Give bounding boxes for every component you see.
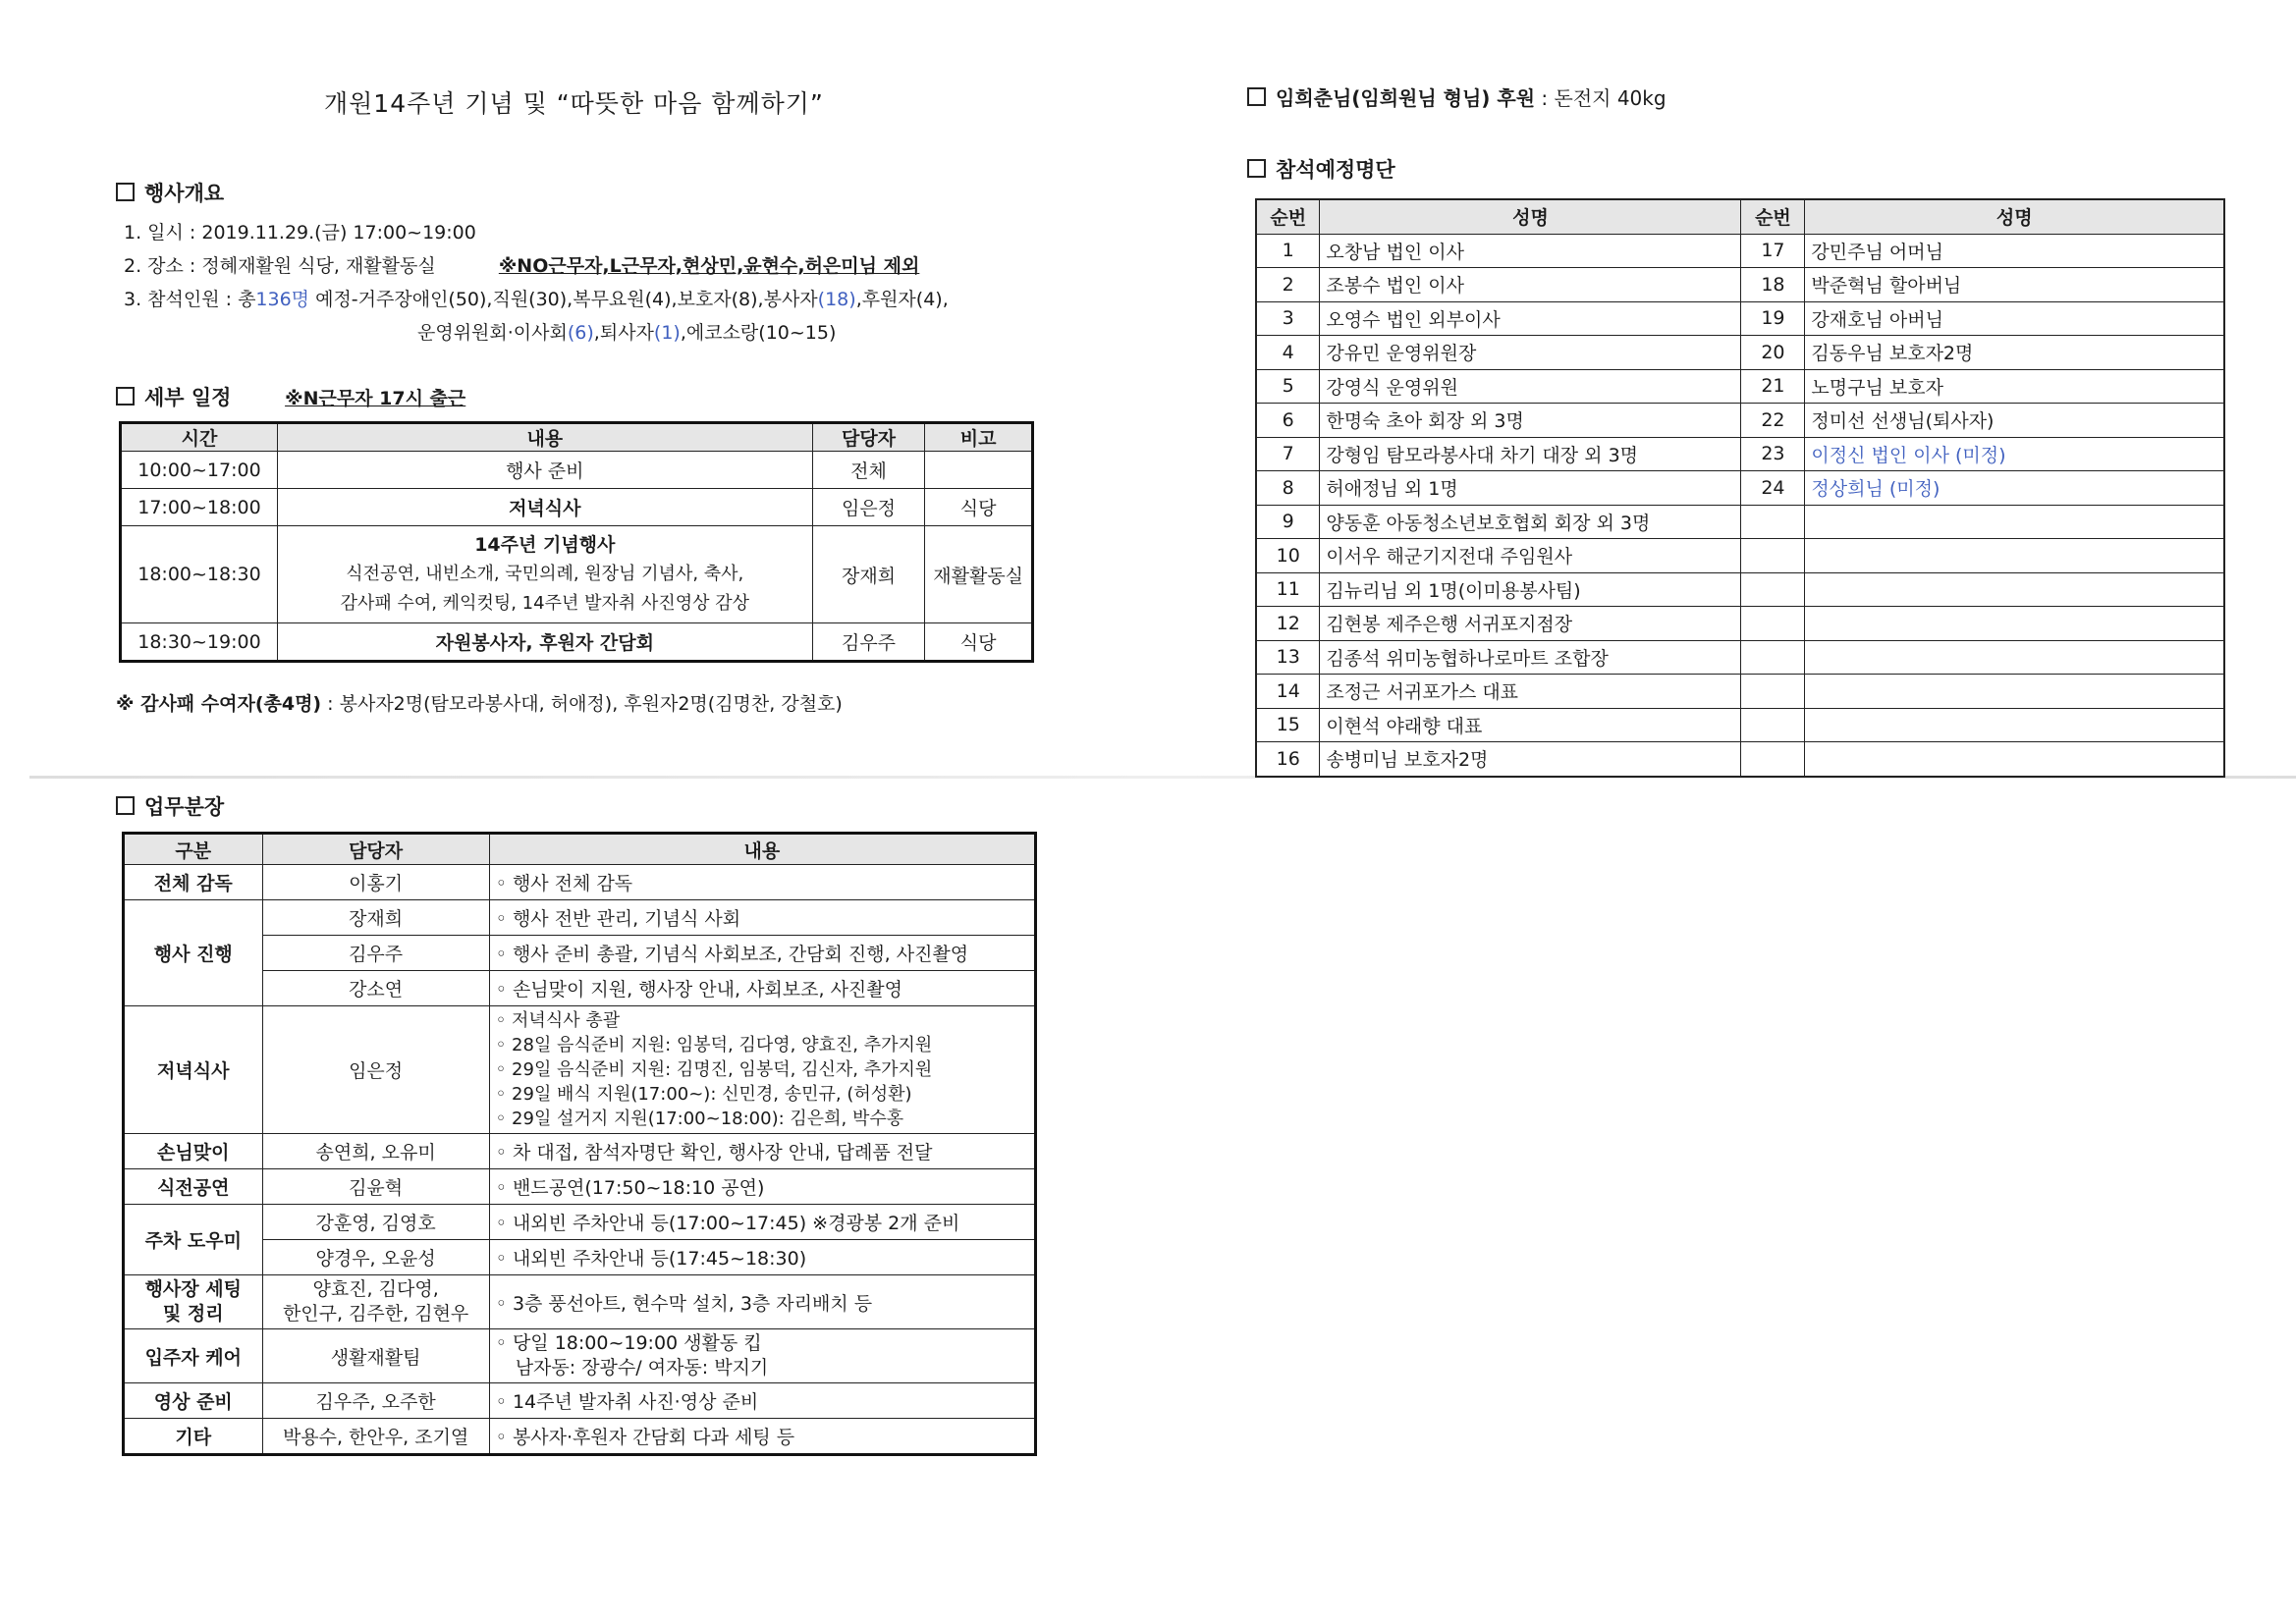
duty-category-line: 행사장 세팅 xyxy=(144,1278,242,1300)
duty-content: ◦ 차 대접, 참석자명단 확인, 행사장 안내, 답례품 전달 xyxy=(489,1134,1035,1169)
col-header-category: 구분 xyxy=(124,834,263,865)
table-row xyxy=(124,1205,1036,1240)
attendance-label: 3. 참석인원 : 총 xyxy=(124,289,256,310)
schedule-owner: 김우주 xyxy=(812,623,925,662)
attendee-name xyxy=(1805,640,2224,675)
overview-date: 1. 일시 : 2019.11.29.(금) 17:00~19:00 xyxy=(124,222,476,243)
duty-owner: 박용수, 한안우, 조기열 xyxy=(262,1419,489,1455)
attendee-name: 김동우님 보호자2명 xyxy=(1805,336,2224,370)
schedule-content-title: 14주년 기념행사 xyxy=(474,534,616,556)
attendee-name: 조봉수 법인 이사 xyxy=(1320,268,1741,302)
attendee-name xyxy=(1805,505,2224,539)
duty-content: ◦ 14주년 발자취 사진·영상 준비 xyxy=(489,1383,1035,1419)
duty-owner-line: 양효진, 김다영, xyxy=(312,1278,439,1300)
attendee-no: 12 xyxy=(1256,607,1320,641)
attendee-no: 5 xyxy=(1256,369,1320,404)
attendee-no: 24 xyxy=(1741,471,1805,506)
duty-category: 행사 진행 xyxy=(124,900,263,1006)
table-row xyxy=(1256,607,2224,641)
table-row xyxy=(1256,675,2224,709)
table-row xyxy=(1256,336,2224,370)
attendee-no: 20 xyxy=(1741,336,1805,370)
duty-content: ◦ 밴드공연(17:50~18:10 공연) xyxy=(489,1169,1035,1205)
award-label: ※ 감사패 수여자(총4명) xyxy=(116,693,322,715)
attendee-name: 김종석 위미농협하나로마트 조합장 xyxy=(1320,640,1741,675)
duty-category: 기타 xyxy=(124,1419,263,1455)
table-row xyxy=(124,1383,1036,1419)
attendance-board-label: 운영위원회·이사회 xyxy=(417,322,568,344)
duty-category: 저녁식사 xyxy=(124,1006,263,1134)
attendee-no: 23 xyxy=(1741,437,1805,471)
attendees-heading-text: 참석예정명단 xyxy=(1276,158,1395,182)
attendee-name: 조정근 서귀포가스 대표 xyxy=(1320,675,1741,709)
table-row xyxy=(1256,742,2224,777)
sponsor-text: : 돈전지 40kg xyxy=(1535,86,1667,110)
table-row xyxy=(1256,301,2224,336)
duty-content: ◦ 행사 전반 관리, 기념식 사회 xyxy=(489,900,1035,936)
duty-owner-line: 한인구, 김주한, 김현우 xyxy=(282,1303,469,1325)
schedule-memo: 재활활동실 xyxy=(925,526,1033,623)
attendee-no: 2 xyxy=(1256,268,1320,302)
duty-owner: 강훈영, 김영호 xyxy=(262,1205,489,1240)
attendee-no: 1 xyxy=(1256,234,1320,268)
schedule-heading-text: 세부 일정 xyxy=(144,386,232,409)
schedule-content: 행사 준비 xyxy=(277,452,812,489)
duty-line: ◦ 29일 배식 지원(17:00~): 신민경, 송민규, (허성환) xyxy=(495,1084,912,1105)
col-header-no: 순번 xyxy=(1741,199,1805,234)
duty-content xyxy=(489,1329,1035,1383)
duty-owner: 송연희, 오유미 xyxy=(262,1134,489,1169)
col-header-owner: 담당자 xyxy=(262,834,489,865)
duty-line: ◦ 28일 음식준비 지원: 임봉덕, 김다영, 양효진, 추가지원 xyxy=(495,1035,933,1055)
checkbox-icon xyxy=(116,183,135,201)
overview-place-text: 2. 장소 : 정혜재활원 식당, 재활활동실 xyxy=(124,255,436,277)
attendee-no: 8 xyxy=(1256,471,1320,506)
table-header-row xyxy=(121,423,1033,452)
attendee-no: 11 xyxy=(1256,572,1320,607)
table-row xyxy=(1256,471,2224,506)
duty-line: 남자동: 장광수/ 여자동: 박지기 xyxy=(515,1357,769,1379)
attendee-no xyxy=(1741,505,1805,539)
duty-owner: 김윤혁 xyxy=(262,1169,489,1205)
attendee-no xyxy=(1741,572,1805,607)
duty-category: 영상 준비 xyxy=(124,1383,263,1419)
attendee-name: 허애정님 외 1명 xyxy=(1320,471,1741,506)
schedule-content: 자원봉사자, 후원자 간담회 xyxy=(277,623,812,662)
attendee-no xyxy=(1741,742,1805,777)
duty-owner: 장재희 xyxy=(262,900,489,936)
duty-category-line: 및 정리 xyxy=(162,1303,224,1325)
attendees-heading xyxy=(1247,154,1395,184)
attendee-name: 강재호님 아버님 xyxy=(1805,301,2224,336)
schedule-owner: 장재희 xyxy=(812,526,925,623)
attendee-name: 강민주님 어머님 xyxy=(1805,234,2224,268)
attendee-no: 16 xyxy=(1256,742,1320,777)
attendance-retired: (1) xyxy=(653,322,681,344)
col-header-owner: 담당자 xyxy=(812,423,925,452)
attendee-name: 노명구님 보호자 xyxy=(1805,369,2224,404)
schedule-time: 18:00~18:30 xyxy=(121,526,278,623)
duty-line: ◦ 29일 설거지 지원(17:00~18:00): 김은희, 박수홍 xyxy=(495,1109,904,1129)
attendance-total: 136명 xyxy=(255,289,310,310)
duty-content: ◦ 행사 전체 감독 xyxy=(489,865,1035,900)
table-row xyxy=(1256,640,2224,675)
table-row xyxy=(124,1275,1036,1329)
table-row xyxy=(1256,234,2224,268)
overview-heading xyxy=(116,178,224,207)
sponsor-line xyxy=(1247,82,1667,111)
attendee-no: 17 xyxy=(1741,234,1805,268)
attendee-name: 양동훈 아동청소년보호협회 회장 외 3명 xyxy=(1320,505,1741,539)
attendee-name: 이현석 야래향 대표 xyxy=(1320,708,1741,742)
table-row xyxy=(121,526,1033,623)
col-header-name: 성명 xyxy=(1320,199,1741,234)
schedule-memo: 식당 xyxy=(925,623,1033,662)
table-row xyxy=(121,623,1033,662)
schedule-memo xyxy=(925,452,1033,489)
table-row xyxy=(1256,539,2224,573)
attendee-no: 6 xyxy=(1256,404,1320,438)
duty-content: ◦ 행사 준비 총괄, 기념식 사회보조, 간담회 진행, 사진촬영 xyxy=(489,936,1035,971)
table-header-row xyxy=(1256,199,2224,234)
attendee-no: 15 xyxy=(1256,708,1320,742)
attendee-name: 정상희님 (미정) xyxy=(1805,471,2224,506)
duty-line: ◦ 저녁식사 총괄 xyxy=(495,1010,621,1031)
table-row xyxy=(1256,268,2224,302)
overview-place-note: ※NO근무자,L근무자,현상민,윤현수,허은미님 제외 xyxy=(498,255,920,277)
table-row xyxy=(1256,708,2224,742)
table-row xyxy=(124,1169,1036,1205)
schedule-time: 17:00~18:00 xyxy=(121,489,278,526)
table-row xyxy=(1256,369,2224,404)
attendee-no: 10 xyxy=(1256,539,1320,573)
attendee-no: 19 xyxy=(1741,301,1805,336)
attendee-no xyxy=(1741,539,1805,573)
duty-owner: 생활재활팀 xyxy=(262,1329,489,1383)
duty-line: ◦ 29일 음식준비 지원: 김명진, 임봉덕, 김신자, 추가지원 xyxy=(495,1059,933,1080)
attendee-no xyxy=(1741,675,1805,709)
schedule-content-sub: 식전공연, 내빈소개, 국민의례, 원장님 기념사, 축사, xyxy=(346,564,744,584)
duty-line: ◦ 당일 18:00~19:00 생활동 킵 xyxy=(495,1332,762,1354)
schedule-content xyxy=(277,526,812,623)
attendee-name: 김뉴리님 외 1명(이미용봉사팀) xyxy=(1320,572,1741,607)
award-note xyxy=(116,689,843,716)
attendee-no: 9 xyxy=(1256,505,1320,539)
table-row xyxy=(124,1419,1036,1455)
duty-content: ◦ 내외빈 주차안내 등(17:45~18:30) xyxy=(489,1240,1035,1275)
schedule-content-sub: 감사패 수여, 케익컷팅, 14주년 발자취 사진영상 감상 xyxy=(340,593,750,614)
attendee-name: 오창남 법인 이사 xyxy=(1320,234,1741,268)
attendee-no xyxy=(1741,607,1805,641)
table-row xyxy=(121,452,1033,489)
attendance-breakdown: 예정-거주장애인(50),직원(30),복무요원(4),보호자(8),봉사자 xyxy=(309,289,818,310)
duty-category: 전체 감독 xyxy=(124,865,263,900)
attendee-name: 한명숙 초아 회장 외 3명 xyxy=(1320,404,1741,438)
checkbox-icon xyxy=(1247,87,1266,106)
attendee-no xyxy=(1741,640,1805,675)
checkbox-icon xyxy=(116,796,135,815)
schedule-time: 10:00~17:00 xyxy=(121,452,278,489)
attendee-name xyxy=(1805,572,2224,607)
attendee-no: 4 xyxy=(1256,336,1320,370)
attendee-name xyxy=(1805,539,2224,573)
schedule-time: 18:30~19:00 xyxy=(121,623,278,662)
schedule-table xyxy=(119,421,1034,663)
attendee-no: 7 xyxy=(1256,437,1320,471)
col-header-content: 내용 xyxy=(489,834,1035,865)
duties-heading-text: 업무분장 xyxy=(144,795,225,819)
table-row xyxy=(124,865,1036,900)
attendee-name: 송병미님 보호자2명 xyxy=(1320,742,1741,777)
table-row xyxy=(121,489,1033,526)
attendee-name: 강유민 운영위원장 xyxy=(1320,336,1741,370)
attendee-name: 김현봉 제주은행 서귀포지점장 xyxy=(1320,607,1741,641)
duty-owner: 강소연 xyxy=(262,971,489,1006)
award-text: : 봉사자2명(탐모라봉사대, 허애정), 후원자2명(김명찬, 강철호) xyxy=(321,693,843,715)
table-row xyxy=(124,900,1036,936)
checkbox-icon xyxy=(116,387,135,406)
attendees-body xyxy=(1256,234,2224,777)
duty-owner xyxy=(262,1275,489,1329)
attendee-name xyxy=(1805,607,2224,641)
attendees-table xyxy=(1255,198,2225,778)
duties-table xyxy=(122,832,1037,1456)
duty-content: ◦ 손님맞이 지원, 행사장 안내, 사회보조, 사진촬영 xyxy=(489,971,1035,1006)
duty-owner: 김우주, 오주한 xyxy=(262,1383,489,1419)
col-header-content: 내용 xyxy=(277,423,812,452)
page-title: 개원14주년 기념 및 “따뜻한 마음 함께하기” xyxy=(324,89,824,118)
duty-owner: 김우주 xyxy=(262,936,489,971)
overview-heading-text: 행사개요 xyxy=(144,182,225,205)
table-row xyxy=(1256,404,2224,438)
table-header-row xyxy=(124,834,1036,865)
duties-heading xyxy=(116,791,224,821)
attendee-name: 강형임 탐모라봉사대 차기 대장 외 3명 xyxy=(1320,437,1741,471)
duty-owner: 이홍기 xyxy=(262,865,489,900)
attendee-no: 14 xyxy=(1256,675,1320,709)
col-header-memo: 비고 xyxy=(925,423,1033,452)
schedule-heading xyxy=(116,382,465,411)
schedule-memo: 식당 xyxy=(925,489,1033,526)
sponsor-label: 임희춘님(임희원님 형님) 후원 xyxy=(1276,86,1536,110)
attendance-board: (6) xyxy=(567,322,594,344)
table-row xyxy=(1256,505,2224,539)
attendee-name: 박준혁님 할아버님 xyxy=(1805,268,2224,302)
duty-owner: 양경우, 오윤성 xyxy=(262,1240,489,1275)
overview-attendance-cont xyxy=(417,318,836,345)
duty-category: 입주자 케어 xyxy=(124,1329,263,1383)
duty-category xyxy=(124,1275,263,1329)
duty-content: ◦ 3층 풍선아트, 현수막 설치, 3층 자리배치 등 xyxy=(489,1275,1035,1329)
attendee-name: 이정신 법인 이사 (미정) xyxy=(1805,437,2224,471)
table-row xyxy=(124,1134,1036,1169)
attendee-name xyxy=(1805,675,2224,709)
schedule-note: ※N근무자 17시 출근 xyxy=(285,388,466,409)
col-header-name: 성명 xyxy=(1805,199,2224,234)
attendee-name: 이서우 해군기지전대 주임원사 xyxy=(1320,539,1741,573)
overview-place xyxy=(124,251,919,278)
col-header-no: 순번 xyxy=(1256,199,1320,234)
duty-category: 주차 도우미 xyxy=(124,1205,263,1275)
attendee-name xyxy=(1805,708,2224,742)
schedule-owner: 임은정 xyxy=(812,489,925,526)
duty-content: ◦ 봉사자·후원자 간담회 다과 세팅 등 xyxy=(489,1419,1035,1455)
overview-attendance xyxy=(124,285,949,311)
attendee-no xyxy=(1741,708,1805,742)
attendee-no: 21 xyxy=(1741,369,1805,404)
attendee-no: 3 xyxy=(1256,301,1320,336)
duty-category: 식전공연 xyxy=(124,1169,263,1205)
attendee-name: 오영수 법인 외부이사 xyxy=(1320,301,1741,336)
attendee-no: 22 xyxy=(1741,404,1805,438)
attendance-eco: ,에코소랑(10~15) xyxy=(680,322,837,344)
col-header-time: 시간 xyxy=(121,423,278,452)
schedule-owner: 전체 xyxy=(812,452,925,489)
table-row xyxy=(1256,572,2224,607)
attendee-name: 정미선 선생님(퇴사자) xyxy=(1805,404,2224,438)
table-row xyxy=(124,1329,1036,1383)
attendance-volunteers: (18) xyxy=(817,289,856,310)
checkbox-icon xyxy=(1247,159,1266,178)
attendee-no: 13 xyxy=(1256,640,1320,675)
attendee-name xyxy=(1805,742,2224,777)
duty-content: ◦ 내외빈 주차안내 등(17:00~17:45) ※경광봉 2개 준비 xyxy=(489,1205,1035,1240)
duty-owner: 임은정 xyxy=(262,1006,489,1134)
attendee-name: 강영식 운영위원 xyxy=(1320,369,1741,404)
duty-category: 손님맞이 xyxy=(124,1134,263,1169)
attendance-retired-label: ,퇴사자 xyxy=(593,322,654,344)
attendee-no: 18 xyxy=(1741,268,1805,302)
table-row xyxy=(124,1006,1036,1134)
table-row xyxy=(1256,437,2224,471)
attendance-rest: ,후원자(4), xyxy=(855,289,949,310)
duty-content xyxy=(489,1006,1035,1134)
schedule-content: 저녁식사 xyxy=(277,489,812,526)
